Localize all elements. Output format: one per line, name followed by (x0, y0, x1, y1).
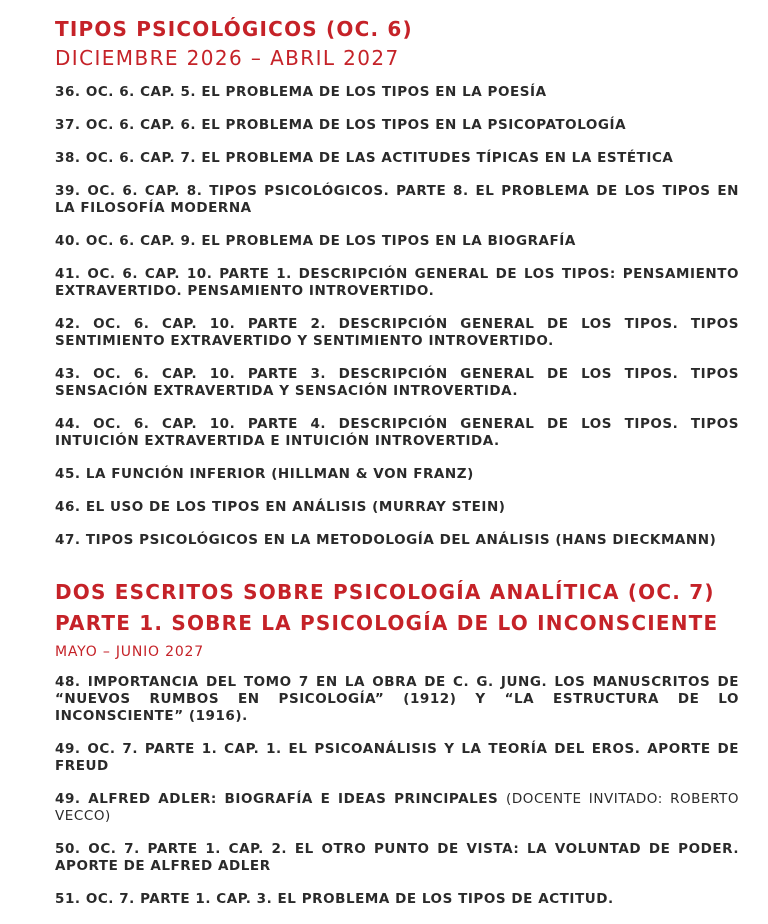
list-item: 43. OC. 6. CAP. 10. PARTE 3. DESCRIPCIÓN GENERAL DE LOS TIPOS. TIPOS SENSACIÓN EXTRAVERTIDA Y SENSACIÓN INTROVERTIDA. (55, 366, 739, 399)
list-item: 48. IMPORTANCIA DEL TOMO 7 EN LA OBRA DE C. G. JUNG. LOS MANUSCRITOS DE “NUEVOS RUMBOS EN PSICOLOGÍA” (1912) Y “LA ESTRUCTURA DE LO INCONSCIENTE” (1916). (55, 674, 739, 724)
section-tipos-psicologicos (55, 14, 739, 549)
list-item: 38. OC. 6. CAP. 7. EL PROBLEMA DE LAS ACTITUDES TÍPICAS EN LA ESTÉTICA (55, 150, 674, 166)
list-item: 46. EL USO DE LOS TIPOS EN ANÁLISIS (MURRAY STEIN) (55, 499, 506, 515)
list-item: 42. OC. 6. CAP. 10. PARTE 2. DESCRIPCIÓN GENERAL DE LOS TIPOS. TIPOS SENTIMIENTO EXTRAVERTIDO Y SENTIMIENTO INTROVERTIDO. (55, 316, 739, 349)
list-item: 49. OC. 7. PARTE 1. CAP. 1. EL PSICOANÁLISIS Y LA TEORÍA DEL EROS. APORTE DE FREUD (55, 741, 739, 774)
list-item: 37. OC. 6. CAP. 6. EL PROBLEMA DE LOS TIPOS EN LA PSICOPATOLOGÍA (55, 117, 627, 133)
session-list (55, 674, 739, 908)
section-subtitle: PARTE 1. SOBRE LA PSICOLOGÍA DE LO INCONSCIENTE (55, 611, 719, 635)
list-item: 50. OC. 7. PARTE 1. CAP. 2. EL OTRO PUNTO DE VISTA: LA VOLUNTAD DE PODER. APORTE DE ALFRED ADLER (55, 841, 739, 874)
list-item: 51. OC. 7. PARTE 1. CAP. 3. EL PROBLEMA DE LOS TIPOS DE ACTITUD. (55, 891, 614, 907)
session-list (55, 84, 739, 549)
list-item: 39. OC. 6. CAP. 8. TIPOS PSICOLÓGICOS. PARTE 8. EL PROBLEMA DE LOS TIPOS EN LA FILOSOFÍA MODERNA (55, 183, 739, 216)
list-item: 40. OC. 6. CAP. 9. EL PROBLEMA DE LOS TIPOS EN LA BIOGRAFÍA (55, 233, 576, 249)
list-item: 47. TIPOS PSICOLÓGICOS EN LA METODOLOGÍA DEL ANÁLISIS (HANS DIECKMANN) (55, 532, 717, 548)
section-spacer (55, 565, 739, 577)
section-dates: MAYO – JUNIO 2027 (55, 644, 204, 660)
list-item: 41. OC. 6. CAP. 10. PARTE 1. DESCRIPCIÓN GENERAL DE LOS TIPOS: PENSAMIENTO EXTRAVERTIDO. PENSAMIENTO INTROVERTIDO. (55, 266, 739, 299)
section-dos-escritos (55, 577, 739, 908)
guest-item-note: (DOCENTE INVITADO: ROBERTO VECCO) (55, 791, 739, 824)
section-dates: DICIEMBRE 2026 – ABRIL 2027 (55, 46, 400, 70)
list-item: 45. LA FUNCIÓN INFERIOR (HILLMAN & VON FRANZ) (55, 466, 474, 482)
guest-item-title: 49. ALFRED ADLER: BIOGRAFÍA E IDEAS PRINCIPALES (55, 791, 499, 807)
list-item: 44. OC. 6. CAP. 10. PARTE 4. DESCRIPCIÓN GENERAL DE LOS TIPOS. TIPOS INTUICIÓN EXTRAVERTIDA E INTUICIÓN INTROVERTIDA. (55, 416, 739, 449)
list-item: 36. OC. 6. CAP. 5. EL PROBLEMA DE LOS TIPOS EN LA POESÍA (55, 84, 547, 100)
section-title: TIPOS PSICOLÓGICOS (OC. 6) (55, 17, 413, 41)
page (55, 14, 739, 924)
section-title: DOS ESCRITOS SOBRE PSICOLOGÍA ANALÍTICA (OC. 7) (55, 580, 715, 604)
list-item-guest (55, 791, 739, 825)
